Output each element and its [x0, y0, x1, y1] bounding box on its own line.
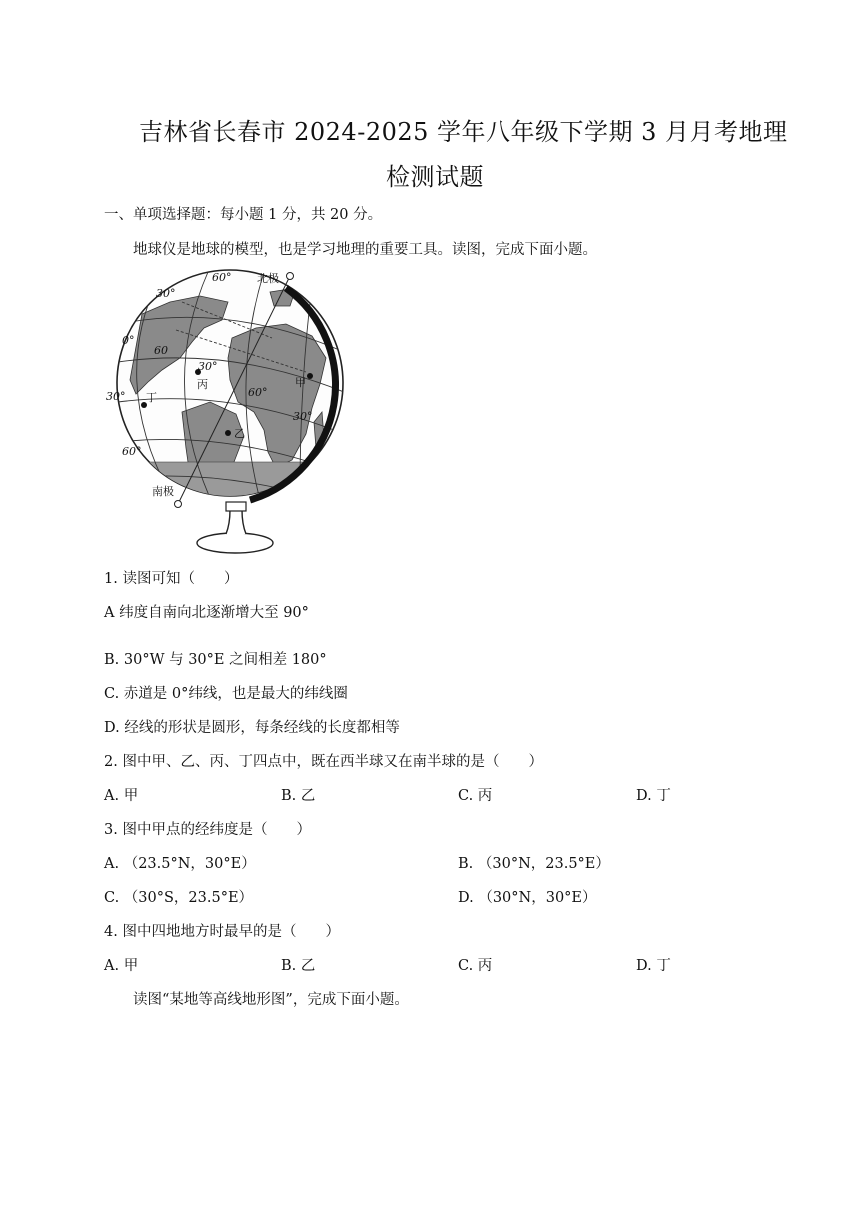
section-intro: 地球仪是地球的模型，也是学习地理的重要工具。读图，完成下面小题。 — [133, 242, 597, 258]
label-lat30-left: 30° — [106, 390, 126, 403]
label-lon60: 60° — [248, 386, 268, 399]
globe-stand — [197, 502, 273, 553]
question-4-option-c[interactable]: C. 丙 — [458, 958, 493, 974]
label-lat60-top: 60° — [212, 271, 232, 284]
question-1-option-c[interactable]: C. 赤道是 0°纬线，也是最大的纬线圈 — [104, 686, 348, 702]
label-south-pole: 南极 — [152, 485, 174, 498]
label-lon0: 0° — [122, 334, 135, 347]
question-3-option-b[interactable]: B. （30°N，23.5°E） — [458, 856, 610, 872]
question-4-option-d[interactable]: D. 丁 — [636, 958, 671, 974]
question-2-option-a[interactable]: A. 甲 — [104, 788, 139, 804]
question-2-option-d[interactable]: D. 丁 — [636, 788, 671, 804]
question-2-stem: 2. 图中甲、乙、丙、丁四点中，既在西半球又在南半球的是（ ） — [104, 754, 543, 770]
page-title-line1: 吉林省长春市 2024-2025 学年八年级下学期 3 月月考地理 — [139, 118, 788, 146]
label-ding: 丁 — [146, 391, 157, 404]
label-lat60-bottom: 60° — [122, 445, 142, 458]
question-2-option-c[interactable]: C. 丙 — [458, 788, 493, 804]
question-2-option-b[interactable]: B. 乙 — [281, 788, 316, 804]
question-3-option-c[interactable]: C. （30°S，23.5°E） — [104, 890, 254, 906]
question-4-option-a[interactable]: A. 甲 — [104, 958, 139, 974]
question-1-option-a[interactable]: A 纬度自南向北逐渐增大至 90° — [104, 605, 309, 621]
label-jia: 甲 — [295, 376, 306, 389]
question-1-stem: 1. 读图可知（ ） — [104, 571, 239, 587]
question-3-stem: 3. 图中甲点的经纬度是（ ） — [104, 822, 311, 838]
section-heading: 一、单项选择题：每小题 1 分，共 20 分。 — [104, 207, 383, 223]
label-yi: 乙 — [234, 427, 245, 440]
label-bing: 丙 — [197, 378, 208, 391]
label-north-pole: 北极 — [257, 272, 279, 285]
label-lat60-left: 60 — [154, 344, 168, 357]
globe-figure — [100, 262, 362, 558]
point-yi-marker — [225, 430, 231, 436]
question-1-option-d[interactable]: D. 经线的形状是圆形，每条经线的长度都相等 — [104, 720, 400, 736]
point-jia-marker — [307, 373, 313, 379]
question-1-option-b[interactable]: B. 30°W 与 30°E 之间相差 180° — [104, 652, 327, 668]
label-lat30-top: 30° — [156, 287, 176, 300]
question-4-option-b[interactable]: B. 乙 — [281, 958, 316, 974]
label-lon30-right: 30° — [293, 410, 313, 423]
label-lon30: 30° — [198, 360, 218, 373]
question-3-option-d[interactable]: D. （30°N，30°E） — [458, 890, 597, 906]
section2-intro: 读图“某地等高线地形图”，完成下面小题。 — [133, 992, 409, 1008]
page-title-line2: 检测试题 — [386, 163, 484, 191]
question-3-option-a[interactable]: A. （23.5°N，30°E） — [104, 856, 256, 872]
question-4-stem: 4. 图中四地地方时最早的是（ ） — [104, 924, 340, 940]
